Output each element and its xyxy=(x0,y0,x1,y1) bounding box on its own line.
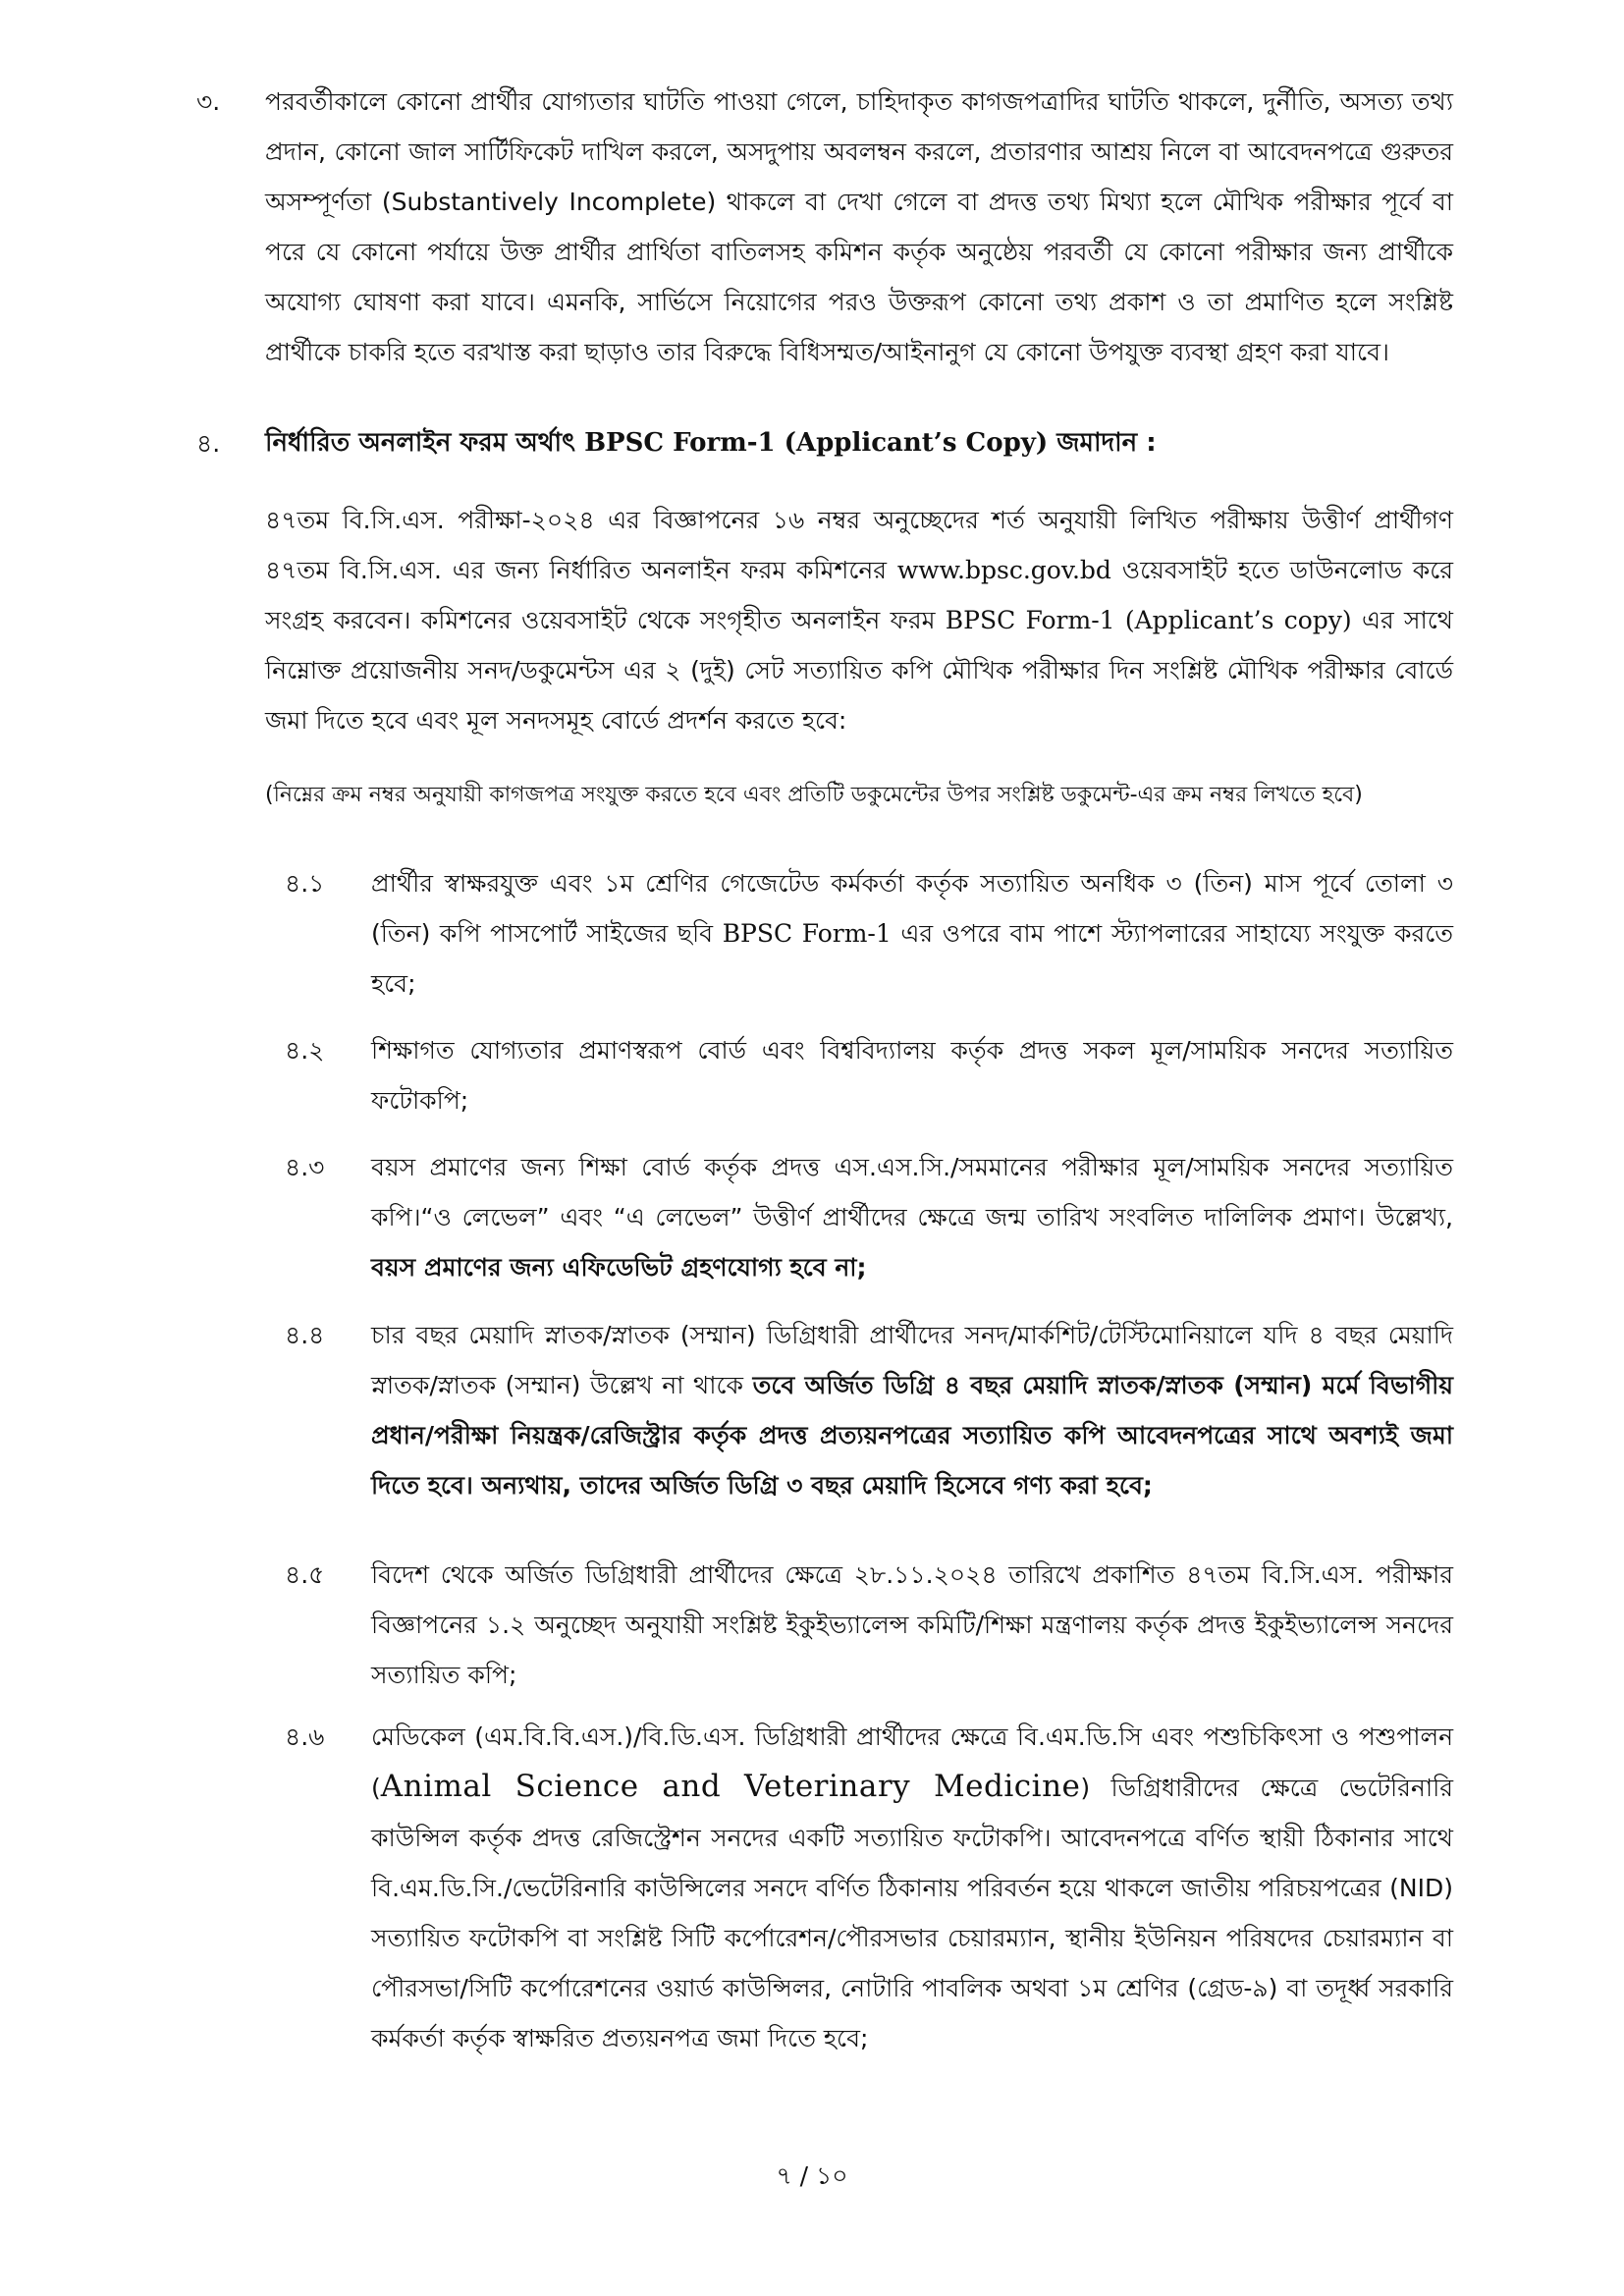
sub-item-number: ৪.৬ xyxy=(285,1722,325,1751)
clause-number: ৪. xyxy=(196,429,221,458)
website-url: www.bpsc.gov.bd xyxy=(896,556,1111,584)
sub-item-text: বিদেশ থেকে অর্জিত ডিগ্রিধারী প্রার্থীদের ক্ষেত্রে ২৮.১১.২০২৪ তারিখে প্রকাশিত ৪৭তম বি.সি.এস. পরীক্ষার বিজ্ঞাপনের ১.২ অনুচ্ছেদ অনুযায়ী সংশ্লিষ্ট ইকুইভ্যালেন্স কমিটি/শিক্ষা মন্ত্রণালয় কর্তৃক প্রদত্ত ইকুইভ্যালেন্স সনদের সত্যায়িত কপি; xyxy=(371,1560,1453,1689)
sub-item-number: ৪.৩ xyxy=(285,1153,325,1181)
clause-4-heading xyxy=(196,418,1453,468)
instruction-note: (নিম্নের ক্রম নম্বর অনুযায়ী কাগজপত্র সংযুক্ত করতে হবে এবং প্রতিটি ডকুমেন্টের উপর সংশ্লিষ্ট ডকুমেন্ট-এর ক্রম নম্বর লিখতে হবে) xyxy=(265,783,1363,807)
form-name: BPSC Form-1 (Applicant’s copy) xyxy=(945,606,1352,634)
section-title: নির্ধারিত অনলাইন ফরম অর্থাৎ BPSC Form-1 (Applicant’s Copy) জমাদান : xyxy=(265,428,1157,458)
clause-text: পরবর্তীকালে কোনো প্রার্থীর যোগ্যতার ঘাটতি পাওয়া গেলে, চাহিদাকৃত কাগজপত্রাদির ঘাটতি থাকলে, দুর্নীতি, অসত্য তথ্য প্রদান, কোনো জাল সার্টিফিকেট দাখিল করলে, অসদুপায় অবলম্বন করলে, প্রতারণার আশ্রয় নিলে বা আবেদনপত্রে গুরুতর অসম্পূর্ণতা (Substantively Incomplete) থাকলে বা দেখা গেলে বা প্রদত্ত তথ্য মিথ্যা হলে মৌখিক পরীক্ষার পূর্বে বা পরে যে কোনো পর্যায়ে উক্ত প্রার্থীর প্রার্থিতা বাতিলসহ কমিশন কর্তৃক অনুষ্ঠেয় পরবর্তী যে কোনো পরীক্ষার জন্য প্রার্থীকে অযোগ্য ঘোষণা করা যাবে। এমনকি, সার্ভিসে নিয়োগের পরও উক্তরূপ কোনো তথ্য প্রকাশ ও তা প্রমাণিত হলে সংশ্লিষ্ট প্রার্থীকে চাকরি হতে বরখাস্ত করা ছাড়াও তার বিরুদ্ধে বিধিসম্মত/আইনানুগ যে কোনো উপযুক্ত ব্যবস্থা গ্রহণ করা যাবে। xyxy=(265,87,1453,366)
sub-item-text: শিক্ষাগত যোগ্যতার প্রমাণস্বরূপ বোর্ড এবং বিশ্ববিদ্যালয় কর্তৃক প্রদত্ত সকল মূল/সাময়িক সনদের সত্যায়িত ফটোকপি; xyxy=(371,1036,1453,1115)
clause-4-paragraph: ৪৭তম বি.সি.এস. পরীক্ষা-২০২৪ এর বিজ্ঞাপনের ১৬ নম্বর অনুচ্ছেদের শর্ত অনুযায়ী লিখিত পরীক্ষায় উত্তীর্ণ প্রার্থীগণ ৪৭তম বি.সি.এস. এর জন্য নির্ধারিত অনলাইন ফরম কমিশনের www.bpsc.gov.bd ওয়েবসাইট হতে ডাউনলোড করে সংগ্রহ করবেন। কমিশনের ওয়েবসাইট থেকে সংগৃহীত অনলাইন ফরম BPSC Form-1 (Applicant’s copy) এর সাথে নিম্নোক্ত প্রয়োজনীয় সনদ/ডকুমেন্টস এর ২ (দুই) সেট সত্যায়িত কপি মৌখিক পরীক্ষার দিন সংশ্লিষ্ট মৌখিক পরীক্ষার বোর্ডে জমা দিতে হবে এবং মূল সনদসমূহ বোর্ডে প্রদর্শন করতে হবে: xyxy=(265,506,1454,735)
sub-item-text: বয়স প্রমাণের জন্য শিক্ষা বোর্ড কর্তৃক প্রদত্ত এস.এস.সি./সমমানের পরীক্ষার মূল/সাময়িক সনদের সত্যায়িত কপি।“ও লেভেল” এবং “এ লেভেল” উত্তীর্ণ প্রার্থীদের ক্ষেত্রে জন্ম তারিখ সংবলিত দালিলিক প্রমাণ। উল্লেখ্য, বয়স প্রমাণের জন্য এফিডেভিট গ্রহণযোগ্য হবে না; xyxy=(371,1153,1453,1282)
sub-item-4-1 xyxy=(285,858,1453,1009)
sub-item-4-6 xyxy=(285,1712,1453,2063)
sub-item-4-2 xyxy=(285,1025,1453,1125)
sub-item-4-3 xyxy=(285,1142,1453,1292)
sub-item-text: মেডিকেল (এম.বি.বি.এস.)/বি.ডি.এস. ডিগ্রিধারী প্রার্থীদের ক্ষেত্রে বি.এম.ডি.সি এবং পশুচিকিৎসা ও পশুপালন (Animal Science and Veterinary Medicine) ডিগ্রিধারীদের ক্ষেত্রে ভেটেরিনারি কাউন্সিল কর্তৃক প্রদত্ত রেজিস্ট্রেশন সনদের একটি সত্যায়িত ফটোকপি। আবেদনপত্রে বর্ণিত স্থায়ী ঠিকানার সাথে বি.এম.ডি.সি./ভেটেরিনারি কাউন্সিলের সনদে বর্ণিত ঠিকানায় পরিবর্তন হয়ে থাকলে জাতীয় পরিচয়পত্রের (NID) সত্যায়িত ফটোকপি বা সংশ্লিষ্ট সিটি কর্পোরেশন/পৌরসভার চেয়ারম্যান, স্থানীয় ইউনিয়ন পরিষদের চেয়ারম্যান বা পৌরসভা/সিটি কর্পোরেশনের ওয়ার্ড কাউন্সিলর, নোটারি পাবলিক অথবা ১ম শ্রেণির (গ্রেড-৯) বা তদূর্ধ্ব সরকারি কর্মকর্তা কর্তৃক স্বাক্ষরিত প্রত্যয়নপত্র জমা দিতে হবে; xyxy=(371,1722,1453,2052)
sub-item-text: প্রার্থীর স্বাক্ষরযুক্ত এবং ১ম শ্রেণির গেজেটেড কর্মকর্তা কর্তৃক সত্যায়িত অনধিক ৩ (তিন) মাস পূর্বে তোলা ৩ (তিন) কপি পাসপোর্ট সাইজের ছবি BPSC Form-1 এর ওপরে বাম পাশে স্ট্যাপলারের সাহায্যে সংযুক্ত করতে হবে; xyxy=(371,869,1453,998)
sub-item-number: ৪.১ xyxy=(285,869,325,898)
sub-item-4-4 xyxy=(285,1310,1453,1510)
sub-item-number: ৪.৫ xyxy=(285,1560,325,1589)
sub-item-4-5 xyxy=(285,1550,1453,1700)
clause-number: ৩. xyxy=(196,87,221,116)
sub-item-text: চার বছর মেয়াদি স্নাতক/স্নাতক (সম্মান) ডিগ্রিধারী প্রার্থীদের সনদ/মার্কশিট/টেস্টিমোনিয়ালে যদি ৪ বছর মেয়াদি স্নাতক/স্নাতক (সম্মান) উল্লেখ না থাকে তবে অর্জিত ডিগ্রি ৪ বছর মেয়াদি স্নাতক/স্নাতক (সম্মান) মর্মে বিভাগীয় প্রধান/পরীক্ষা নিয়ন্ত্রক/রেজিস্ট্রার কর্তৃক প্রদত্ত প্রত্যয়নপত্রের সত্যায়িত কপি আবেদনপত্রের সাথে অবশ্যই জমা দিতে হবে। অন্যথায়, তাদের অর্জিত ডিগ্রি ৩ বছর মেয়াদি হিসেবে গণ্য করা হবে; xyxy=(371,1321,1453,1500)
page-number: ৭ / ১০ xyxy=(776,2161,848,2190)
clause-3 xyxy=(196,77,1453,377)
sub-item-number: ৪.২ xyxy=(285,1036,325,1065)
sub-item-number: ৪.৪ xyxy=(285,1321,325,1349)
